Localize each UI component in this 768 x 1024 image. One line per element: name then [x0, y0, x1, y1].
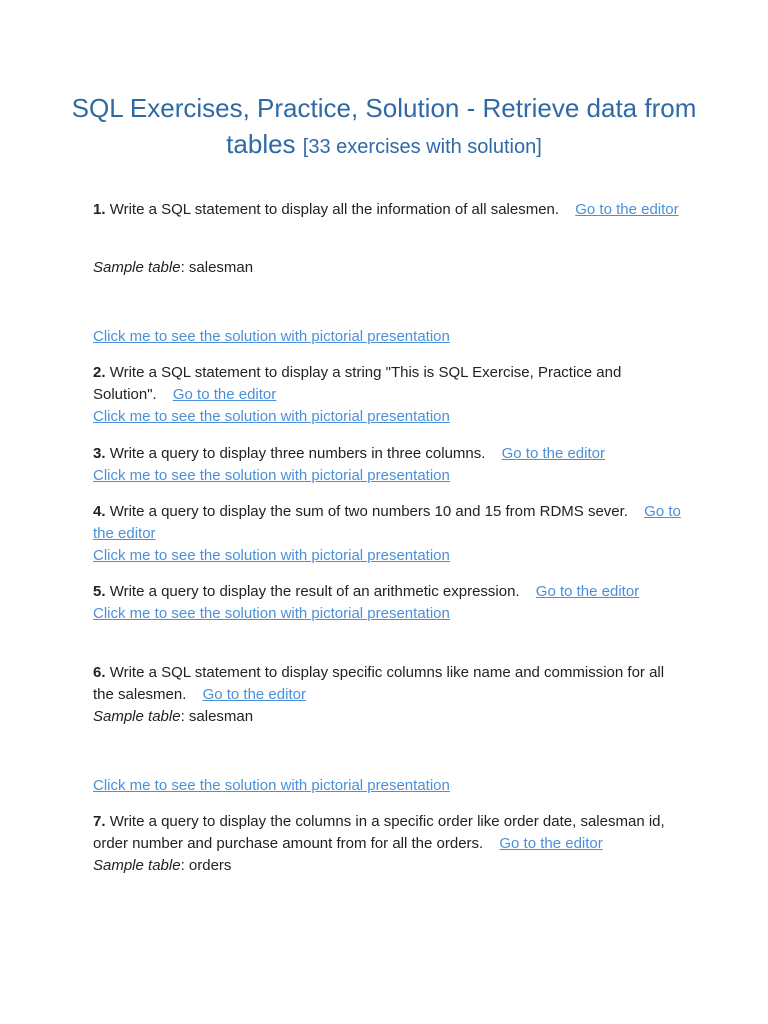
exercise-number: 2. — [93, 364, 106, 381]
title-sub: [33 exercises with solution] — [302, 136, 542, 158]
exercise-number: 1. — [93, 201, 106, 218]
exercise-text: Write a SQL statement to display all the information of all salesmen. — [109, 201, 560, 218]
sample-table-label: Sample table — [93, 857, 181, 874]
exercise-number: 3. — [93, 445, 106, 462]
exercise-number: 6. — [93, 664, 106, 681]
exercise-text: Write a SQL statement to display specific columns like name and commission for all the salesmen. — [93, 664, 665, 703]
go-to-editor-link[interactable]: Go to the editor — [575, 201, 679, 218]
solution-link[interactable]: Click me to see the solution with pictorial presentation — [93, 605, 450, 622]
sample-table-label: Sample table — [93, 708, 181, 725]
exercise-text: Write a query to display the result of an arithmetic expression. — [109, 583, 520, 600]
sample-table-label: Sample table — [93, 259, 181, 276]
go-to-editor-link[interactable]: Go to the editor — [501, 445, 605, 462]
go-to-editor-link[interactable]: Go to the editor — [202, 686, 306, 703]
exercise-text: Write a query to display the columns in a specific order like order date, salesman id, order number and purchase amount from for all the orders. — [93, 813, 665, 852]
exercise-text: Write a SQL statement to display a string "This is SQL Exercise, Practice and Solution". — [93, 364, 622, 403]
sample-table-name: orders — [188, 857, 232, 874]
exercise-5 — [93, 581, 683, 625]
exercise-2 — [93, 362, 683, 428]
go-to-editor-link[interactable]: Go to the editor — [172, 386, 277, 403]
exercise-6: 6. Write a SQL statement to display specific columns like name and commission for all the salesmen. Go to the editor Sample table: salesman — [93, 664, 665, 725]
exercise-3 — [93, 443, 683, 487]
sample-table-name: salesman — [188, 259, 254, 276]
solution-1 — [93, 326, 683, 348]
page-title — [60, 90, 708, 165]
solution-6 — [93, 775, 683, 797]
exercise-7: 7. Write a query to display the columns in a specific order like order date, salesman id, order number and purchase amount from for all the orders. Go to the editor Sample table: orders — [93, 813, 665, 874]
solution-link[interactable]: Click me to see the solution with pictorial presentation — [93, 547, 450, 564]
exercise-4 — [93, 501, 683, 567]
go-to-editor-link[interactable]: Go to the editor — [93, 503, 681, 542]
exercise-text: Write a query to display the sum of two numbers 10 and 15 from RDMS sever. — [109, 503, 628, 520]
solution-link[interactable]: Click me to see the solution with pictorial presentation — [93, 408, 450, 425]
go-to-editor-link[interactable]: Go to the editor — [499, 835, 603, 852]
go-to-editor-link[interactable]: Go to the editor — [535, 583, 640, 600]
solution-link[interactable]: Click me to see the solution with pictorial presentation — [93, 777, 450, 794]
exercise-number: 4. — [93, 503, 106, 520]
sample-table-name: salesman — [188, 708, 254, 725]
solution-link[interactable]: Click me to see the solution with pictorial presentation — [93, 467, 450, 484]
solution-link[interactable]: Click me to see the solution with pictorial presentation — [93, 328, 450, 345]
exercise-1 — [93, 199, 683, 221]
title-main: SQL Exercises, Practice, Solution - Retrieve data from tables — [71, 93, 697, 159]
sample-table-1: Sample table: salesman — [93, 259, 254, 276]
exercise-number: 5. — [93, 583, 106, 600]
exercise-number: 7. — [93, 813, 106, 830]
exercise-text: Write a query to display three numbers in three columns. — [109, 445, 486, 462]
